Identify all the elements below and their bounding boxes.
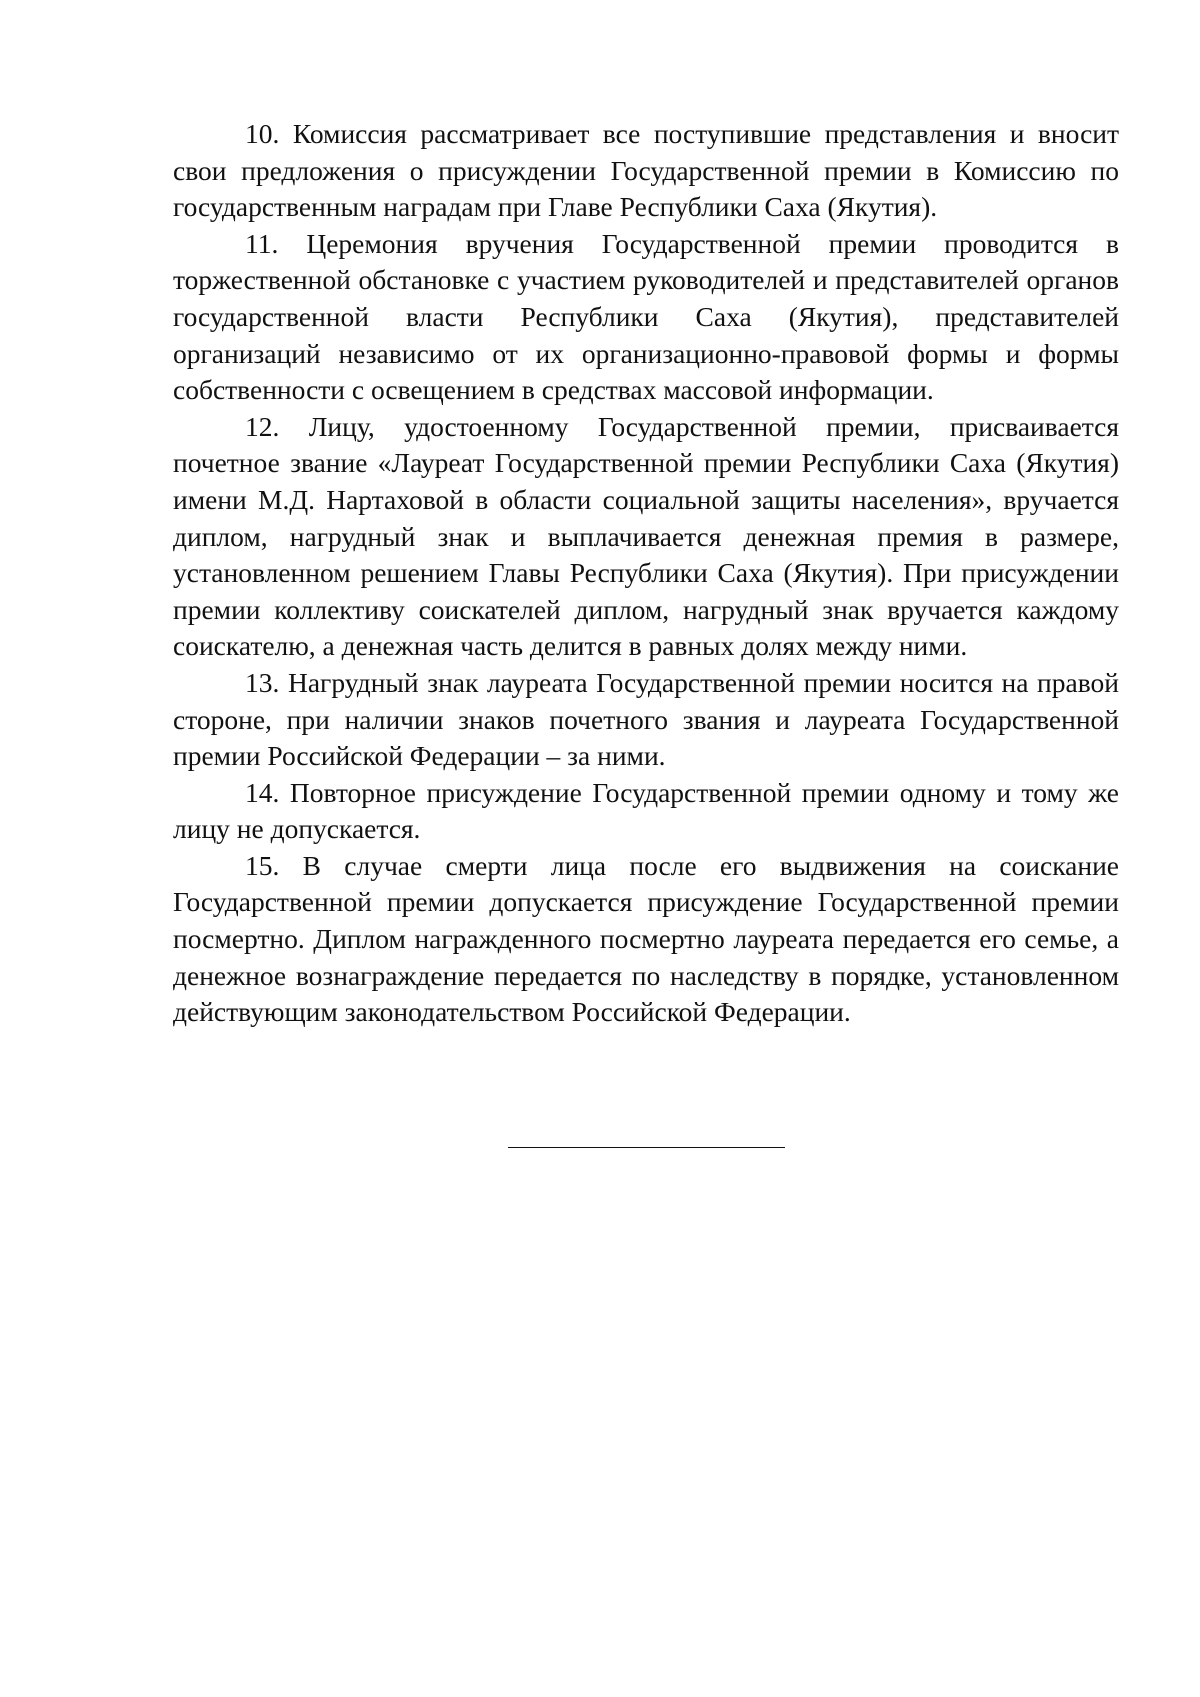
paragraph-number: 14. [245,776,280,808]
document-body [173,116,1119,1031]
paragraph-15 [173,848,1119,1031]
paragraph-number: 15. [245,849,280,881]
paragraph-number: 11. [245,227,279,259]
paragraph-number: 13. [245,666,280,698]
paragraph-text: Повторное присуждение Государственной премии одному и тому же лицу не допускается. [173,776,1120,845]
paragraph-11 [173,226,1119,409]
paragraph-14 [173,775,1119,848]
paragraph-13 [173,665,1119,775]
paragraph-number: 10. [245,118,280,149]
paragraph-text: Лицу, удостоенному Государственной премии, присваивается почетное звание «Лауреат Государственной премии Республики Саха (Якутия) имени М.Д. Нартаховой в области социальной защиты населения», вручается диплом, нагрудный знак и выплачивается денежная премия в размере, установленном решением Главы Республики Саха (Якутия). При присуждении премии коллективу соискателей диплом, нагрудный знак вручается каждому соискателю, а денежная часть делится в равных долях между ними. [173,410,1120,662]
paragraph-text: Нагрудный знак лауреата Государственной премии носится на правой стороне, при наличии знаков почетного звания и лауреата Государственной премии Российской Федерации – за ними. [173,666,1119,772]
paragraph-10 [173,116,1119,226]
paragraph-text: В случае смерти лица после его выдвижения на соискание Государственной премии допускается присуждение Государственной премии посмертно. Диплом награжденного посмертно лауреата передается его семье, а денежное вознаграждение передается по наследству в порядке, установленном действующим законодательством Российской Федерации. [173,849,1120,1028]
end-of-document-line [508,1147,785,1148]
paragraph-number: 12. [245,410,280,442]
paragraph-12 [173,409,1119,665]
paragraph-text: Церемония вручения Государственной премии проводится в торжественной обстановке с участием руководителей и представителей органов государственной власти Республики Саха (Якутия), представителей организаций независимо от их организационно-правовой формы и формы собственности с освещением в средствах массовой информации. [173,227,1119,406]
paragraph-text: Комиссия рассматривает все поступившие представления и вносит свои предложения о присуждении Государственной премии в Комиссию по государственным наградам при Главе Республики Саха (Якутия). [173,118,1120,223]
